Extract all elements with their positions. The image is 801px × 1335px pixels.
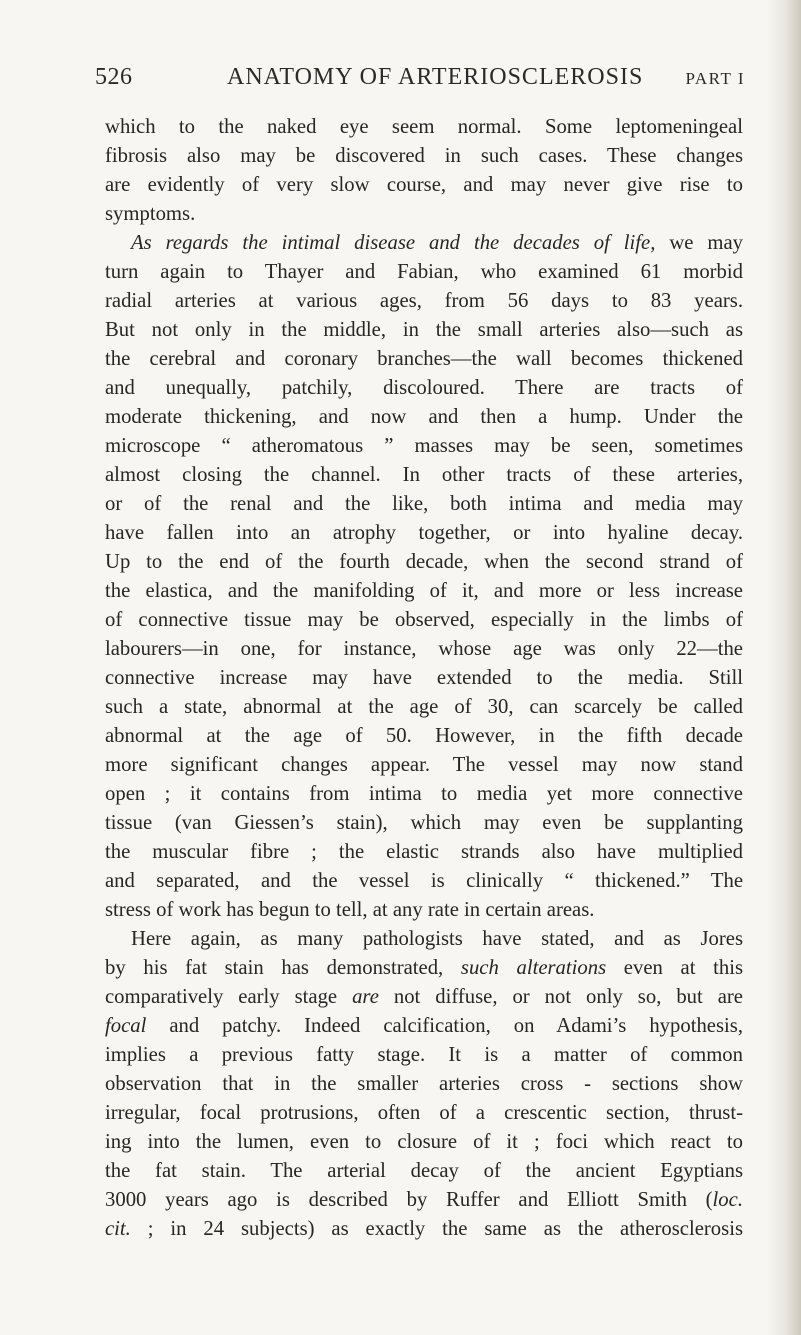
text-line: more significant changes appear. The vessel may now stand (105, 754, 743, 776)
text-line: radial arteries at various ages, from 56 days to 83 years. (105, 290, 743, 312)
text-line: Up to the end of the fourth decade, when the second strand of (105, 551, 743, 573)
book-title: ANATOMY OF ARTERIOSCLEROSIS (227, 64, 644, 90)
text-line: stress of work has begun to tell, at any rate in certain areas. (105, 899, 595, 921)
text-line: But not only in the middle, in the small arteries also—such as (105, 319, 743, 341)
text-line: implies a previous fatty stage. It is a matter of common (105, 1044, 743, 1066)
text-line: symptoms. (105, 203, 196, 225)
text-line: are evidently of very slow course, and may never give rise to (105, 174, 743, 196)
text-line: which to the naked eye seem normal. Some leptomeningeal (105, 116, 743, 138)
text-line: open ; it contains from intima to media yet more connective (105, 783, 743, 805)
text-line: the cerebral and coronary branches—the wall becomes thickened (105, 348, 743, 370)
text-line: tissue (van Giessen’s stain), which may even be supplanting (105, 812, 743, 834)
text-line: ing into the lumen, even to closure of it ; foci which react to (105, 1131, 743, 1153)
text-line-italic-phrase: 3000 years ago is described by Ruffer and Elliott Smith (loc. (105, 1189, 743, 1211)
text-line: connective increase may have extended to the media. Still (105, 667, 743, 689)
text-line-italic-phrase: cit. ; in 24 subjects) as exactly the same as the atherosclerosis (105, 1218, 743, 1240)
text-line: the elastica, and the manifolding of it, and more or less increase (105, 580, 743, 602)
text-line: microscope “ atheromatous ” masses may be seen, sometimes (105, 435, 743, 457)
text-line-italic-phrase: comparatively early stage are not diffuse, or not only so, but are (105, 986, 743, 1008)
body-text (105, 113, 743, 1244)
text-line: labourers—in one, for instance, whose age was only 22—the (105, 638, 743, 660)
text-line-italic-lead: As regards the intimal disease and the decades of life, we may (131, 232, 743, 254)
text-line: observation that in the smaller arteries cross - sections show (105, 1073, 743, 1095)
text-line: abnormal at the age of 50. However, in the fifth decade (105, 725, 743, 747)
text-line: the fat stain. The arterial decay of the ancient Egyptians (105, 1160, 743, 1182)
text-line-italic-phrase: focal and patchy. Indeed calcification, on Adami’s hypothesis, (105, 1015, 743, 1037)
text-line: of connective tissue may be observed, especially in the limbs of (105, 609, 743, 631)
text-line: have fallen into an atrophy together, or into hyaline decay. (105, 522, 743, 544)
page-number: 526 (95, 64, 133, 90)
text-line-italic-phrase: by his fat stain has demonstrated, such alterations even at this (105, 957, 743, 979)
text-line: such a state, abnormal at the age of 30, can scarcely be called (105, 696, 743, 718)
text-line: and separated, and the vessel is clinically “ thickened.” The (105, 870, 743, 892)
text-line: and unequally, patchily, discoloured. There are tracts of (105, 377, 743, 399)
text-line: moderate thickening, and now and then a hump. Under the (105, 406, 743, 428)
text-line: or of the renal and the like, both intima and media may (105, 493, 743, 515)
text-line: irregular, focal protrusions, often of a crescentic section, thrust- (105, 1102, 743, 1124)
text-line: Here again, as many pathologists have stated, and as Jores (131, 928, 743, 950)
text-line: fibrosis also may be discovered in such cases. These changes (105, 145, 743, 167)
running-head (95, 64, 745, 100)
part-label: PART I (685, 69, 745, 88)
text-line: turn again to Thayer and Fabian, who examined 61 morbid (105, 261, 743, 283)
text-line: the muscular fibre ; the elastic strands also have multiplied (105, 841, 743, 863)
text-line: almost closing the channel. In other tracts of these arteries, (105, 464, 743, 486)
page-edge-shadow (767, 0, 801, 1335)
